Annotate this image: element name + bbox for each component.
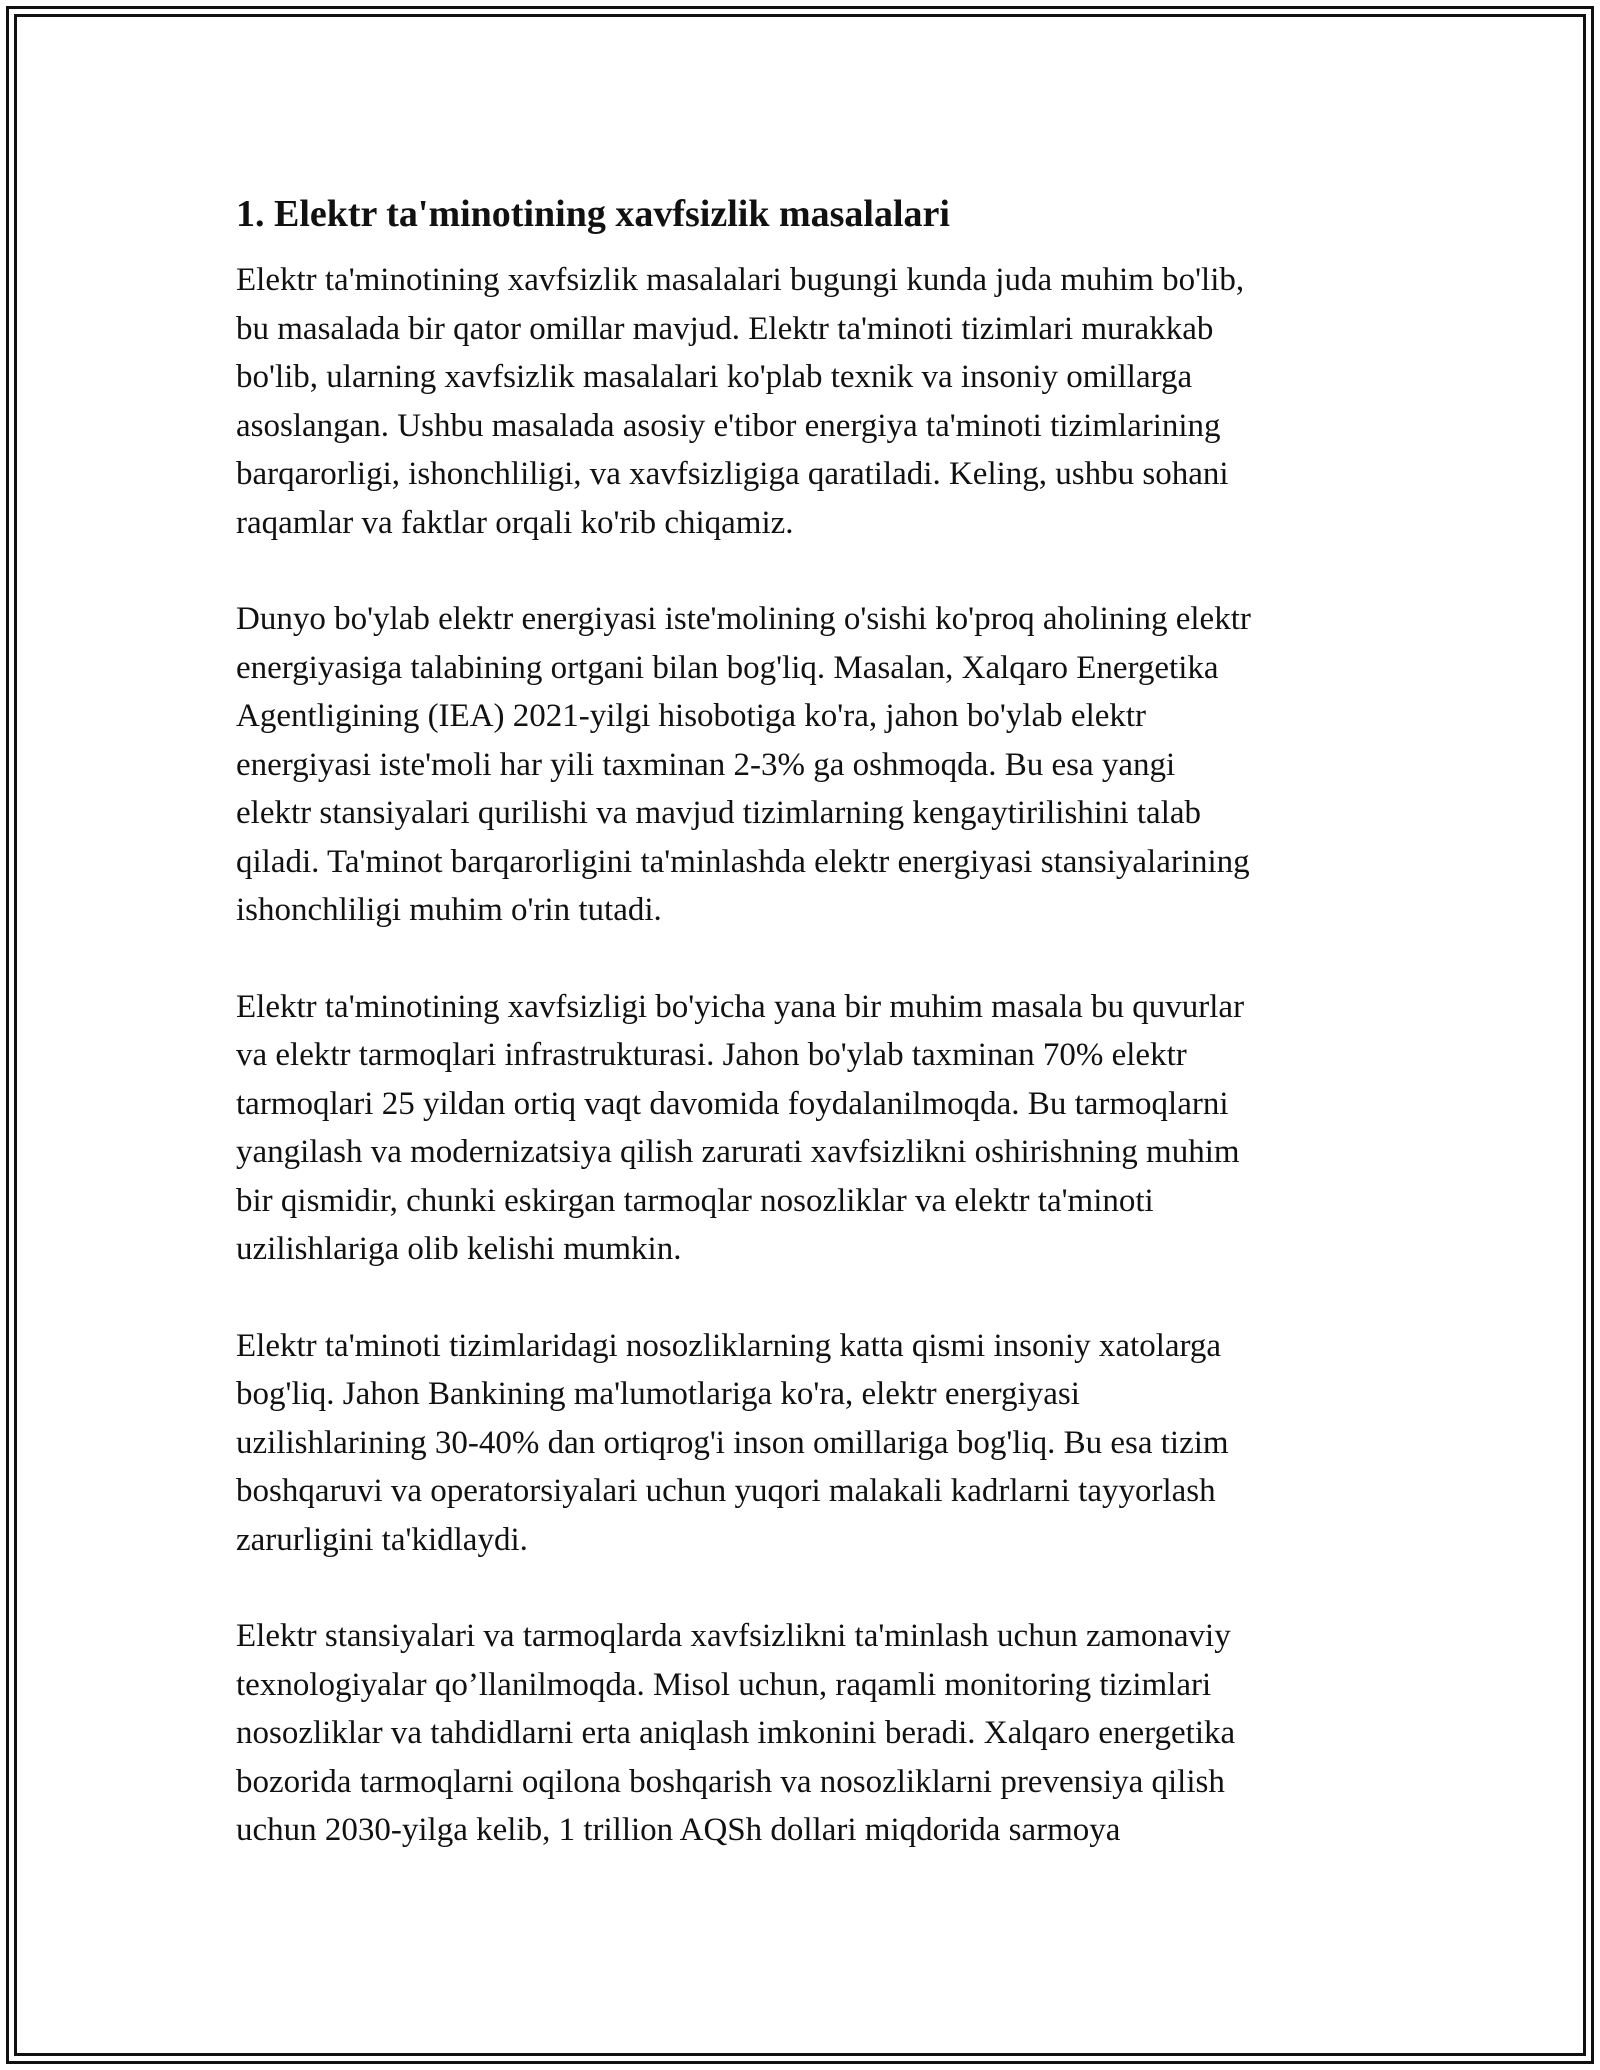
paragraph-line: barqarorligi, ishonchliligi, va xavfsizligiga qaratiladi. Keling, ushbu sohani: [236, 456, 1229, 492]
paragraph-line: raqamlar va faktlar orqali ko'rib chiqamiz.: [236, 504, 794, 541]
paragraph: [236, 256, 1376, 547]
paragraph: [236, 1322, 1376, 1565]
paragraph-line: bo'lib, ularning xavfsizlik masalalari ko'plab texnik va insoniy omillarga: [236, 359, 1193, 395]
paragraph-line: bozorida tarmoqlarni oqilona boshqarish va nosozliklarni prevensiya qilish: [236, 1763, 1225, 1800]
paragraph-line: qiladi. Ta'minot barqarorligini ta'minlashda elektr energiyasi stansiyalarining: [236, 843, 1250, 880]
paragraph: [236, 983, 1376, 1274]
paragraph-line: bir qismidir, chunki eskirgan tarmoqlar nosozliklar va elektr ta'minoti: [236, 1182, 1154, 1219]
paragraph-line: uzilishlariga olib kelishi mumkin.: [236, 1231, 682, 1267]
paragraph-line: bog'liq. Jahon Bankining ma'lumotlariga ko'ra, elektr energiyasi: [236, 1376, 1080, 1412]
paragraph-line: Elektr ta'minotining xavfsizligi bo'yicha yana bir muhim masala bu quvurlar: [236, 988, 1245, 1025]
paragraph-line: uzilishlarining 30-40% dan ortiqrog'i inson omillariga bog'liq. Bu esa tizim: [236, 1424, 1229, 1461]
paragraph-line: va elektr tarmoqlari infrastrukturasi. Jahon bo'ylab taxminan 70% elektr: [236, 1037, 1187, 1073]
paragraph-line: tarmoqlari 25 yildan ortiq vaqt davomida foydalanilmoqda. Bu tarmoqlarni: [236, 1085, 1229, 1122]
paragraph-line: texnologiyalar qo’llanilmoqda. Misol uchun, raqamli monitoring tizimlari: [236, 1666, 1212, 1703]
paragraph-line: ishonchliligi muhim o'rin tutadi.: [236, 892, 662, 928]
paragraph-line: energiyasi iste'moli har yili taxminan 2-3% ga oshmoqda. Bu esa yangi: [236, 746, 1176, 783]
paragraph-line: bu masalada bir qator omillar mavjud. Elektr ta'minoti tizimlari murakkab: [236, 310, 1214, 347]
paragraph-line: Elektr stansiyalari va tarmoqlarda xavfsizlikni ta'minlash uchun zamonaviy: [236, 1618, 1231, 1654]
paragraph-line: asoslangan. Ushbu masalada asosiy e'tibor energiya ta'minoti tizimlarining: [236, 407, 1221, 444]
document-body: [236, 186, 1376, 1903]
paragraph-line: Elektr ta'minotining xavfsizlik masalalari bugungi kunda juda muhim bo'lib,: [236, 262, 1245, 298]
paragraph-line: Dunyo bo'ylab elektr energiyasi iste'molining o'sishi ko'proq aholining elektr: [236, 601, 1251, 637]
paragraph-line: Agentligining (IEA) 2021-yilgi hisobotiga ko'ra, jahon bo'ylab elektr: [236, 698, 1147, 734]
paragraph: [236, 595, 1376, 935]
paragraph-line: Elektr ta'minoti tizimlaridagi nosozliklarning katta qismi insoniy xatolarga: [236, 1327, 1222, 1364]
paragraph-list: [236, 256, 1376, 1855]
paragraph-line: elektr stansiyalari qurilishi va mavjud tizimlarning kengaytirilishini talab: [236, 795, 1202, 831]
section-heading: 1. Elektr ta'minotining xavfsizlik masalalari: [236, 193, 950, 235]
paragraph-line: yangilash va modernizatsiya qilish zarurati xavfsizlikni oshirishning muhim: [236, 1134, 1240, 1170]
paragraph-line: uchun 2030-yilga kelib, 1 trillion AQSh dollari miqdorida sarmoya: [236, 1812, 1121, 1848]
paragraph: [236, 1612, 1376, 1855]
paragraph-line: boshqaruvi va operatorsiyalari uchun yuqori malakali kadrlarni tayyorlash: [236, 1473, 1216, 1509]
paragraph-line: energiyasiga talabining ortgani bilan bog'liq. Masalan, Xalqaro Energetika: [236, 649, 1219, 686]
paragraph-line: nosozliklar va tahdidlarni erta aniqlash imkonini beradi. Xalqaro energetika: [236, 1715, 1236, 1751]
paragraph-line: zarurligini ta'kidlaydi.: [236, 1521, 528, 1558]
